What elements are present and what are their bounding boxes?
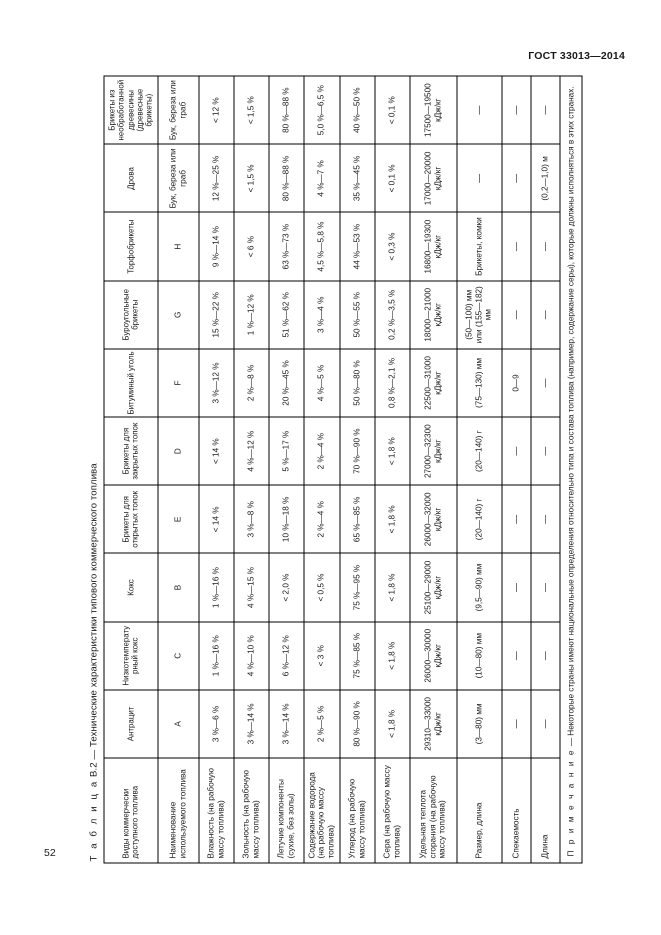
table-cell: 4 %—12 % <box>233 417 268 485</box>
table-cell: (0,2—1,0) м <box>530 144 559 212</box>
table-cell: 40 %—50 % <box>339 76 374 144</box>
table-cell: < 1,5 % <box>233 76 268 144</box>
table-cell: 5,0 %—6,5 % <box>303 76 339 144</box>
table-caption-rest: В.2 — Технические характеристики типового коммерческого топлива <box>88 462 99 777</box>
rotated-table-stage <box>88 73 593 863</box>
table-cell: — <box>530 689 559 757</box>
table-cell: F <box>157 348 198 416</box>
row-label: Летучие компоненты (сухие, без золы) <box>268 758 303 863</box>
table-caption <box>88 73 99 861</box>
column-header-cell: Торфобрикеты <box>104 212 158 280</box>
table-row <box>339 76 374 863</box>
table-cell: < 1,8 % <box>374 689 409 757</box>
running-head: ГОСТ 33013—2014 <box>528 50 625 62</box>
table-cell: 29310—33000 кДж/кг <box>409 689 456 757</box>
table-cell: Брикеты, комки <box>456 212 501 280</box>
table-cell: 15 %—22 % <box>198 280 233 348</box>
table-cell: — <box>456 76 501 144</box>
table-cell: — <box>456 144 501 212</box>
table-cell: 26000—32000 кДж/кг <box>409 485 456 553</box>
table-note <box>559 76 581 863</box>
table-cell: (50—100) мм или (155—182) мм <box>456 280 501 348</box>
table-cell: < 0,1 % <box>374 76 409 144</box>
table-row <box>268 76 303 863</box>
table-cell: — <box>501 144 530 212</box>
table-cell: 12 %—25 % <box>198 144 233 212</box>
table-cell: 4 %—7 % <box>303 144 339 212</box>
table-cell: 75 %—85 % <box>339 621 374 689</box>
column-header-cell: Кокс <box>104 553 158 621</box>
table-cell: D <box>157 417 198 485</box>
table-cell: E <box>157 485 198 553</box>
column-header-cell: Низкотемпературный кокс <box>104 621 158 689</box>
table-cell: — <box>530 621 559 689</box>
table-row <box>157 76 198 863</box>
table-cell: (10—80) мм <box>456 621 501 689</box>
column-header-cell: Брикеты для закрытых топок <box>104 417 158 485</box>
table-cell: 2 %—4 % <box>303 485 339 553</box>
table-cell: 3 %—4 % <box>303 280 339 348</box>
table-cell: — <box>530 553 559 621</box>
table-cell: 2 %—8 % <box>233 348 268 416</box>
table-cell: < 0,1 % <box>374 144 409 212</box>
column-header-cell: Буроугольные брикеты <box>104 280 158 348</box>
row-label: Удельная теплота сгорания (на рабочую массу топлива) <box>409 758 456 863</box>
table-row <box>501 76 530 863</box>
table-cell: 50 %—80 % <box>339 348 374 416</box>
row-label: Зольность (на рабочую массу топлива) <box>233 758 268 863</box>
table-cell: 9 %—14 % <box>198 212 233 280</box>
table-cell: 0,2 %—3,5 % <box>374 280 409 348</box>
table-cell: 6 %—12 % <box>268 621 303 689</box>
row-label: Спекаемость <box>501 758 530 863</box>
table-cell: 1 %—16 % <box>198 553 233 621</box>
table-cell: 27000—32300 кДж/кг <box>409 417 456 485</box>
table-cell: — <box>530 76 559 144</box>
table-cell: 10 %—18 % <box>268 485 303 553</box>
table-cell: Бук, береза или граб <box>157 76 198 144</box>
table-cell: 3 %—12 % <box>198 348 233 416</box>
table-cell: 0—9 <box>501 348 530 416</box>
table-cell: < 1,8 % <box>374 621 409 689</box>
row-label: Углерод (на рабочую массу топлива) <box>339 758 374 863</box>
table-cell: 80 %—88 % <box>268 76 303 144</box>
table-cell: (20—140) г <box>456 485 501 553</box>
table-cell: Бук, береза или граб <box>157 144 198 212</box>
column-header-cell: Брикеты из необработанной древесины (древесные брикеты) <box>104 76 158 144</box>
table-cell: 5 %—17 % <box>268 417 303 485</box>
table-row <box>233 76 268 863</box>
table-cell: 3 %—14 % <box>268 689 303 757</box>
table-cell: — <box>501 417 530 485</box>
table-cell: 20 %—45 % <box>268 348 303 416</box>
table-row <box>409 76 456 863</box>
table-cell: — <box>530 212 559 280</box>
table-note-row <box>559 76 581 863</box>
column-header-cell: Битуминый уголь <box>104 348 158 416</box>
table-row <box>530 76 559 863</box>
row-label: Содержание водорода (на рабочую массу топлива) <box>303 758 339 863</box>
table-cell: 22500—31000 кДж/кг <box>409 348 456 416</box>
column-header-cell: Дрова <box>104 144 158 212</box>
column-header-cell: Антрацит <box>104 689 158 757</box>
table-cell: G <box>157 280 198 348</box>
table-cell: — <box>501 485 530 553</box>
table-cell: — <box>530 485 559 553</box>
table-caption-prefix: Т а б л и ц а <box>88 779 99 861</box>
table-cell: A <box>157 689 198 757</box>
table-cell: 50 %—55 % <box>339 280 374 348</box>
table-cell: — <box>501 621 530 689</box>
table-cell: 3 %—14 % <box>233 689 268 757</box>
row-label: Сера (на рабочую массу топлива) <box>374 758 409 863</box>
table-cell: < 14 % <box>198 417 233 485</box>
table-cell: < 1,8 % <box>374 485 409 553</box>
table-cell: 80 %—88 % <box>268 144 303 212</box>
table-cell: 80 %—90 % <box>339 689 374 757</box>
row-label: Виды коммерчески доступного топлива <box>104 758 158 863</box>
table-cell: 4,5 %—5,8 % <box>303 212 339 280</box>
table-cell: H <box>157 212 198 280</box>
table-cell: 44 %—53 % <box>339 212 374 280</box>
table-cell: 51 %—62 % <box>268 280 303 348</box>
table-cell: — <box>501 689 530 757</box>
table-cell: 16800—19300 кДж/кг <box>409 212 456 280</box>
table-cell: C <box>157 621 198 689</box>
table-cell: 1 %—16 % <box>198 621 233 689</box>
table-note-text: — Некоторые страны имеют национальные определения относительно типа и состава топлива (например, содержание серы), которые должны исполняться в этих странах. <box>565 85 575 746</box>
table-cell: 75 %—95 % <box>339 553 374 621</box>
table-cell: 26000—30000 кДж/кг <box>409 621 456 689</box>
table-cell: B <box>157 553 198 621</box>
page-number: 52 <box>44 847 56 859</box>
table-cell: 25100—29000 кДж/кг <box>409 553 456 621</box>
table-cell: 17000—20000 кДж/кг <box>409 144 456 212</box>
table-note-prefix: П р и м е ч а н и е <box>565 747 575 856</box>
table-cell: < 14 % <box>198 485 233 553</box>
column-header-cell: Брикеты для открытых топок <box>104 485 158 553</box>
table-cell: < 0,5 % <box>303 553 339 621</box>
table-cell: 2 %—4 % <box>303 417 339 485</box>
table-row <box>198 76 233 863</box>
table-cell: < 1,8 % <box>374 553 409 621</box>
table-row <box>303 76 339 863</box>
table-cell: < 6 % <box>233 212 268 280</box>
row-label: Влажность (на рабочую массу топлива) <box>198 758 233 863</box>
table-cell: < 1,5 % <box>233 144 268 212</box>
table-cell: 70 %—90 % <box>339 417 374 485</box>
table-cell: 18000—21000 кДж/кг <box>409 280 456 348</box>
table-row <box>374 76 409 863</box>
table-cell: — <box>501 212 530 280</box>
table-cell: — <box>530 280 559 348</box>
table-cell: — <box>501 553 530 621</box>
table-cell: < 3 % <box>303 621 339 689</box>
row-label: Наименование используемого топлива <box>157 758 198 863</box>
table-cell: 35 %—45 % <box>339 144 374 212</box>
row-label: Длина <box>530 758 559 863</box>
table-cell: — <box>530 417 559 485</box>
table-cell: 3 %—6 % <box>198 689 233 757</box>
table-cell: — <box>501 280 530 348</box>
table-cell: 63 %—73 % <box>268 212 303 280</box>
table-cell: 4 %—15 % <box>233 553 268 621</box>
table-cell: < 1,8 % <box>374 417 409 485</box>
table-cell: 4 %—10 % <box>233 621 268 689</box>
table-cell: 3 %—8 % <box>233 485 268 553</box>
table-cell: (9,5—90) мм <box>456 553 501 621</box>
table-cell: 1 %—12 % <box>233 280 268 348</box>
table-cell: 65 %—85 % <box>339 485 374 553</box>
table-cell: (20—140) г <box>456 417 501 485</box>
table-cell: 0,8 %—2,1 % <box>374 348 409 416</box>
table-cell: < 0,3 % <box>374 212 409 280</box>
table-cell: < 2,0 % <box>268 553 303 621</box>
table-cell: 4 %—5 % <box>303 348 339 416</box>
table-cell: 2 %—5 % <box>303 689 339 757</box>
table-cell: (75—130) мм <box>456 348 501 416</box>
fuel-specification-table <box>103 75 582 863</box>
table-row <box>456 76 501 863</box>
table-cell: < 12 % <box>198 76 233 144</box>
row-label: Размер, длина <box>456 758 501 863</box>
table-header-row <box>104 76 158 863</box>
table-cell: (3—80) мм <box>456 689 501 757</box>
table-cell: — <box>530 348 559 416</box>
table-cell: 17500—19500 кДж/кг <box>409 76 456 144</box>
table-cell: — <box>501 76 530 144</box>
